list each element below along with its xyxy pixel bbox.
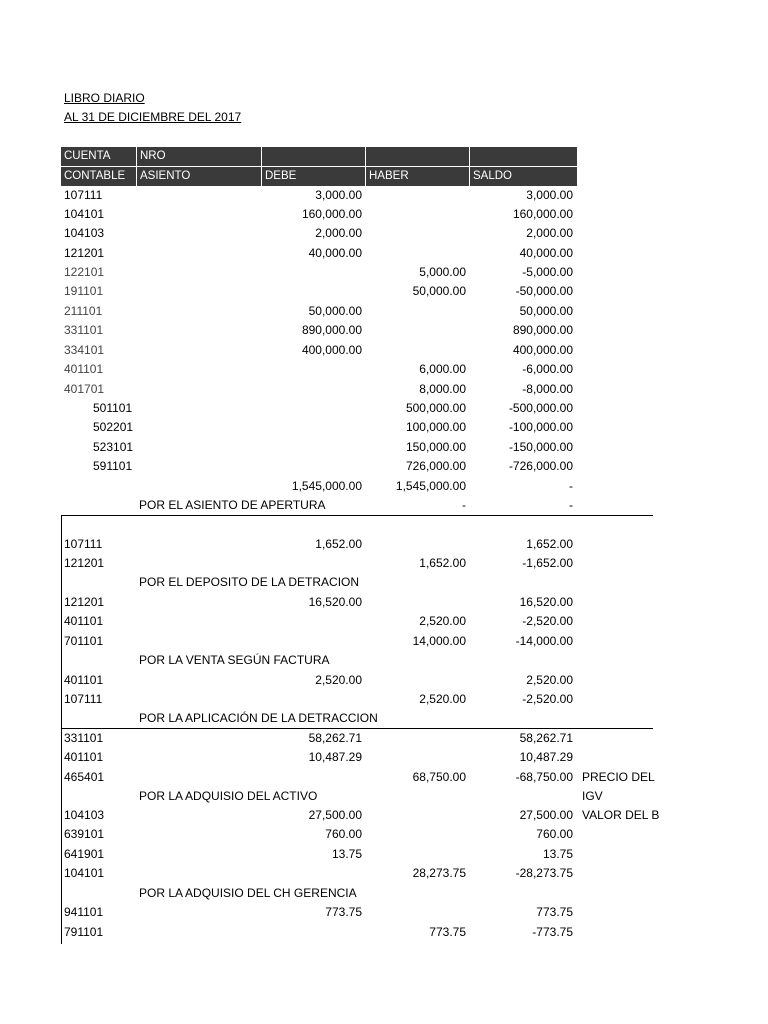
debe-value: 27,500.00 bbox=[308, 808, 362, 822]
saldo-value: - bbox=[569, 479, 573, 493]
saldo-value: 2,000.00 bbox=[526, 226, 573, 240]
haber-value: 726,000.00 bbox=[405, 459, 466, 473]
debe-value: 2,000.00 bbox=[315, 226, 362, 240]
journal-row bbox=[62, 263, 662, 282]
account-code: 501101 bbox=[93, 401, 133, 415]
account-code: 401701 bbox=[64, 382, 105, 396]
haber-value: 500,000.00 bbox=[405, 401, 466, 415]
header-blank-saldo bbox=[470, 147, 577, 166]
journal-row bbox=[62, 282, 662, 301]
journal-row bbox=[62, 671, 662, 690]
saldo-value: -5,000.00 bbox=[522, 265, 573, 279]
debe-value: 1,545,000.00 bbox=[291, 479, 362, 493]
saldo-value: -2,520.00 bbox=[522, 692, 573, 706]
entry-description: POR LA APLICACIÓN DE LA DETRACCION bbox=[139, 711, 378, 725]
entry-description: POR LA ADQUISIO DEL ACTIVO bbox=[139, 789, 318, 803]
account-code: 107111 bbox=[64, 692, 103, 706]
account-code: 941101 bbox=[64, 905, 104, 919]
journal-row bbox=[62, 554, 662, 573]
haber-value: 5,000.00 bbox=[419, 265, 466, 279]
debe-value: 400,000.00 bbox=[301, 343, 362, 357]
journal-row bbox=[62, 903, 662, 922]
haber-value: 8,000.00 bbox=[419, 382, 466, 396]
entry-description: POR LA VENTA SEGÚN FACTURA bbox=[139, 653, 330, 667]
saldo-value: 1,652.00 bbox=[526, 537, 573, 551]
account-code: 107111 bbox=[64, 188, 103, 202]
haber-value: 1,545,000.00 bbox=[395, 479, 466, 493]
haber-value: 150,000.00 bbox=[405, 440, 466, 454]
journal-row bbox=[62, 438, 662, 457]
account-code: 104103 bbox=[64, 226, 105, 240]
saldo-value: 13.75 bbox=[542, 847, 573, 861]
haber-value: 50,000.00 bbox=[412, 284, 466, 298]
saldo-value: 10,487.29 bbox=[519, 750, 573, 764]
debe-value: 773.75 bbox=[325, 905, 362, 919]
header-haber: HABER bbox=[366, 167, 469, 186]
saldo-value: 773.75 bbox=[536, 905, 573, 919]
account-code: 121201 bbox=[64, 246, 105, 260]
entry-description-row bbox=[62, 573, 662, 592]
saldo-value: 3,000.00 bbox=[526, 188, 573, 202]
journal-row bbox=[62, 535, 662, 554]
saldo-value: 50,000.00 bbox=[519, 304, 573, 318]
debe-value: 1,652.00 bbox=[315, 537, 362, 551]
journal-row bbox=[62, 205, 662, 224]
saldo-value: -50,000.00 bbox=[515, 284, 573, 298]
entry-description-row bbox=[62, 884, 662, 903]
debe-value: 2,520.00 bbox=[315, 673, 362, 687]
haber-value: 1,652.00 bbox=[419, 556, 466, 570]
entry-description-row bbox=[62, 651, 662, 670]
side-note: IGV bbox=[582, 789, 603, 803]
journal-row bbox=[62, 923, 662, 942]
saldo-value: -773.75 bbox=[532, 925, 573, 939]
saldo-value: 27,500.00 bbox=[519, 808, 573, 822]
saldo-value: -1,652.00 bbox=[522, 556, 573, 570]
haber-value: 68,750.00 bbox=[412, 770, 466, 784]
account-code: 334101 bbox=[64, 343, 105, 357]
journal-row bbox=[62, 341, 662, 360]
account-code: 211101 bbox=[64, 304, 103, 318]
journal-row bbox=[62, 302, 662, 321]
debe-value: 160,000.00 bbox=[301, 207, 362, 221]
journal-row bbox=[62, 418, 662, 437]
account-code: 107111 bbox=[64, 537, 103, 551]
journal-row bbox=[62, 380, 662, 399]
journal-row bbox=[62, 186, 662, 205]
journal-row bbox=[62, 399, 662, 418]
saldo-value: -2,520.00 bbox=[522, 614, 573, 628]
header-cuenta-bottom: CONTABLE bbox=[61, 167, 136, 186]
document-title: LIBRO DIARIO bbox=[64, 91, 145, 105]
debe-value: 58,262.71 bbox=[308, 731, 362, 745]
journal-row bbox=[62, 244, 662, 263]
account-code: 191101 bbox=[64, 284, 104, 298]
journal-row bbox=[62, 612, 662, 631]
saldo-value: 160,000.00 bbox=[512, 207, 573, 221]
account-code: 523101 bbox=[93, 440, 134, 454]
debe-value: 16,520.00 bbox=[308, 595, 362, 609]
saldo-value: -68,750.00 bbox=[515, 770, 573, 784]
debe-value: 760.00 bbox=[325, 827, 362, 841]
debe-value: 50,000.00 bbox=[308, 304, 362, 318]
account-code: 701101 bbox=[64, 634, 104, 648]
journal-row bbox=[62, 593, 662, 612]
account-code: 791101 bbox=[64, 925, 104, 939]
account-code: 121201 bbox=[64, 595, 105, 609]
saldo-value: 2,520.00 bbox=[526, 673, 573, 687]
saldo-value: - bbox=[569, 498, 573, 512]
header-nro-bottom: ASIENTO bbox=[137, 167, 261, 186]
journal-row bbox=[62, 477, 662, 496]
debe-value: 890,000.00 bbox=[301, 323, 362, 337]
side-note: VALOR DEL B bbox=[582, 808, 660, 822]
header-nro-top: NRO bbox=[137, 147, 261, 166]
account-code: 591101 bbox=[93, 459, 133, 473]
account-code: 641901 bbox=[64, 847, 105, 861]
haber-value: 773.75 bbox=[429, 925, 466, 939]
account-code: 401101 bbox=[64, 750, 104, 764]
saldo-value: -500,000.00 bbox=[508, 401, 573, 415]
journal-row bbox=[62, 806, 662, 825]
entry-description: POR LA ADQUISIO DEL CH GERENCIA bbox=[139, 886, 357, 900]
saldo-value: 58,262.71 bbox=[519, 731, 573, 745]
account-code: 639101 bbox=[64, 827, 105, 841]
entry-description: POR EL DEPOSITO DE LA DETRACION bbox=[139, 575, 360, 589]
header-blank-haber bbox=[366, 147, 469, 166]
journal-row bbox=[62, 360, 662, 379]
saldo-value: -726,000.00 bbox=[508, 459, 573, 473]
saldo-value: -28,273.75 bbox=[515, 866, 573, 880]
saldo-value: 890,000.00 bbox=[512, 323, 573, 337]
journal-row bbox=[62, 864, 662, 883]
saldo-value: -8,000.00 bbox=[522, 382, 573, 396]
haber-value: 100,000.00 bbox=[405, 420, 466, 434]
journal-row bbox=[62, 690, 662, 709]
entry-description-row bbox=[62, 496, 662, 515]
entry-description-row bbox=[62, 787, 662, 806]
account-code: 502201 bbox=[93, 420, 134, 434]
account-code: 331101 bbox=[64, 731, 104, 745]
journal-row bbox=[62, 748, 662, 767]
saldo-value: 16,520.00 bbox=[519, 595, 573, 609]
journal-row bbox=[62, 825, 662, 844]
account-code: 401101 bbox=[64, 614, 104, 628]
account-code: 104103 bbox=[64, 808, 105, 822]
haber-value: 6,000.00 bbox=[419, 362, 466, 376]
account-code: 401101 bbox=[64, 362, 104, 376]
haber-value: - bbox=[462, 498, 466, 512]
saldo-value: 400,000.00 bbox=[512, 343, 573, 357]
journal-row bbox=[62, 321, 662, 340]
debe-value: 40,000.00 bbox=[308, 246, 362, 260]
header-cuenta-top: CUENTA bbox=[61, 147, 136, 166]
account-code: 104101 bbox=[64, 207, 105, 221]
entry-description: POR EL ASIENTO DE APERTURA bbox=[139, 498, 326, 512]
haber-value: 2,520.00 bbox=[419, 614, 466, 628]
header-blank-debe bbox=[262, 147, 365, 166]
saldo-value: 760.00 bbox=[536, 827, 573, 841]
document-subtitle: AL 31 DE DICIEMBRE DEL 2017 bbox=[64, 110, 242, 124]
saldo-value: -6,000.00 bbox=[522, 362, 573, 376]
journal-row bbox=[62, 729, 662, 748]
debe-value: 10,487.29 bbox=[308, 750, 362, 764]
journal-row bbox=[62, 224, 662, 243]
haber-value: 14,000.00 bbox=[412, 634, 466, 648]
saldo-value: -150,000.00 bbox=[508, 440, 573, 454]
journal-row bbox=[62, 457, 662, 476]
header-saldo: SALDO bbox=[470, 167, 577, 186]
account-code: 331101 bbox=[64, 323, 104, 337]
journal-row bbox=[62, 768, 662, 787]
account-code: 104101 bbox=[64, 866, 105, 880]
account-code: 401101 bbox=[64, 673, 104, 687]
journal-row bbox=[62, 845, 662, 864]
journal-row bbox=[62, 632, 662, 651]
saldo-value: -100,000.00 bbox=[508, 420, 573, 434]
saldo-value: -14,000.00 bbox=[515, 634, 573, 648]
haber-value: 28,273.75 bbox=[412, 866, 466, 880]
debe-value: 3,000.00 bbox=[315, 188, 362, 202]
debe-value: 13.75 bbox=[331, 847, 362, 861]
saldo-value: 40,000.00 bbox=[519, 246, 573, 260]
side-note: PRECIO DEL bbox=[582, 770, 655, 784]
account-code: 121201 bbox=[64, 556, 105, 570]
header-debe: DEBE bbox=[262, 167, 365, 186]
account-code: 122101 bbox=[64, 265, 105, 279]
account-code: 465401 bbox=[64, 770, 105, 784]
separator-line bbox=[61, 515, 653, 516]
haber-value: 2,520.00 bbox=[419, 692, 466, 706]
entry-description-row bbox=[62, 709, 662, 728]
